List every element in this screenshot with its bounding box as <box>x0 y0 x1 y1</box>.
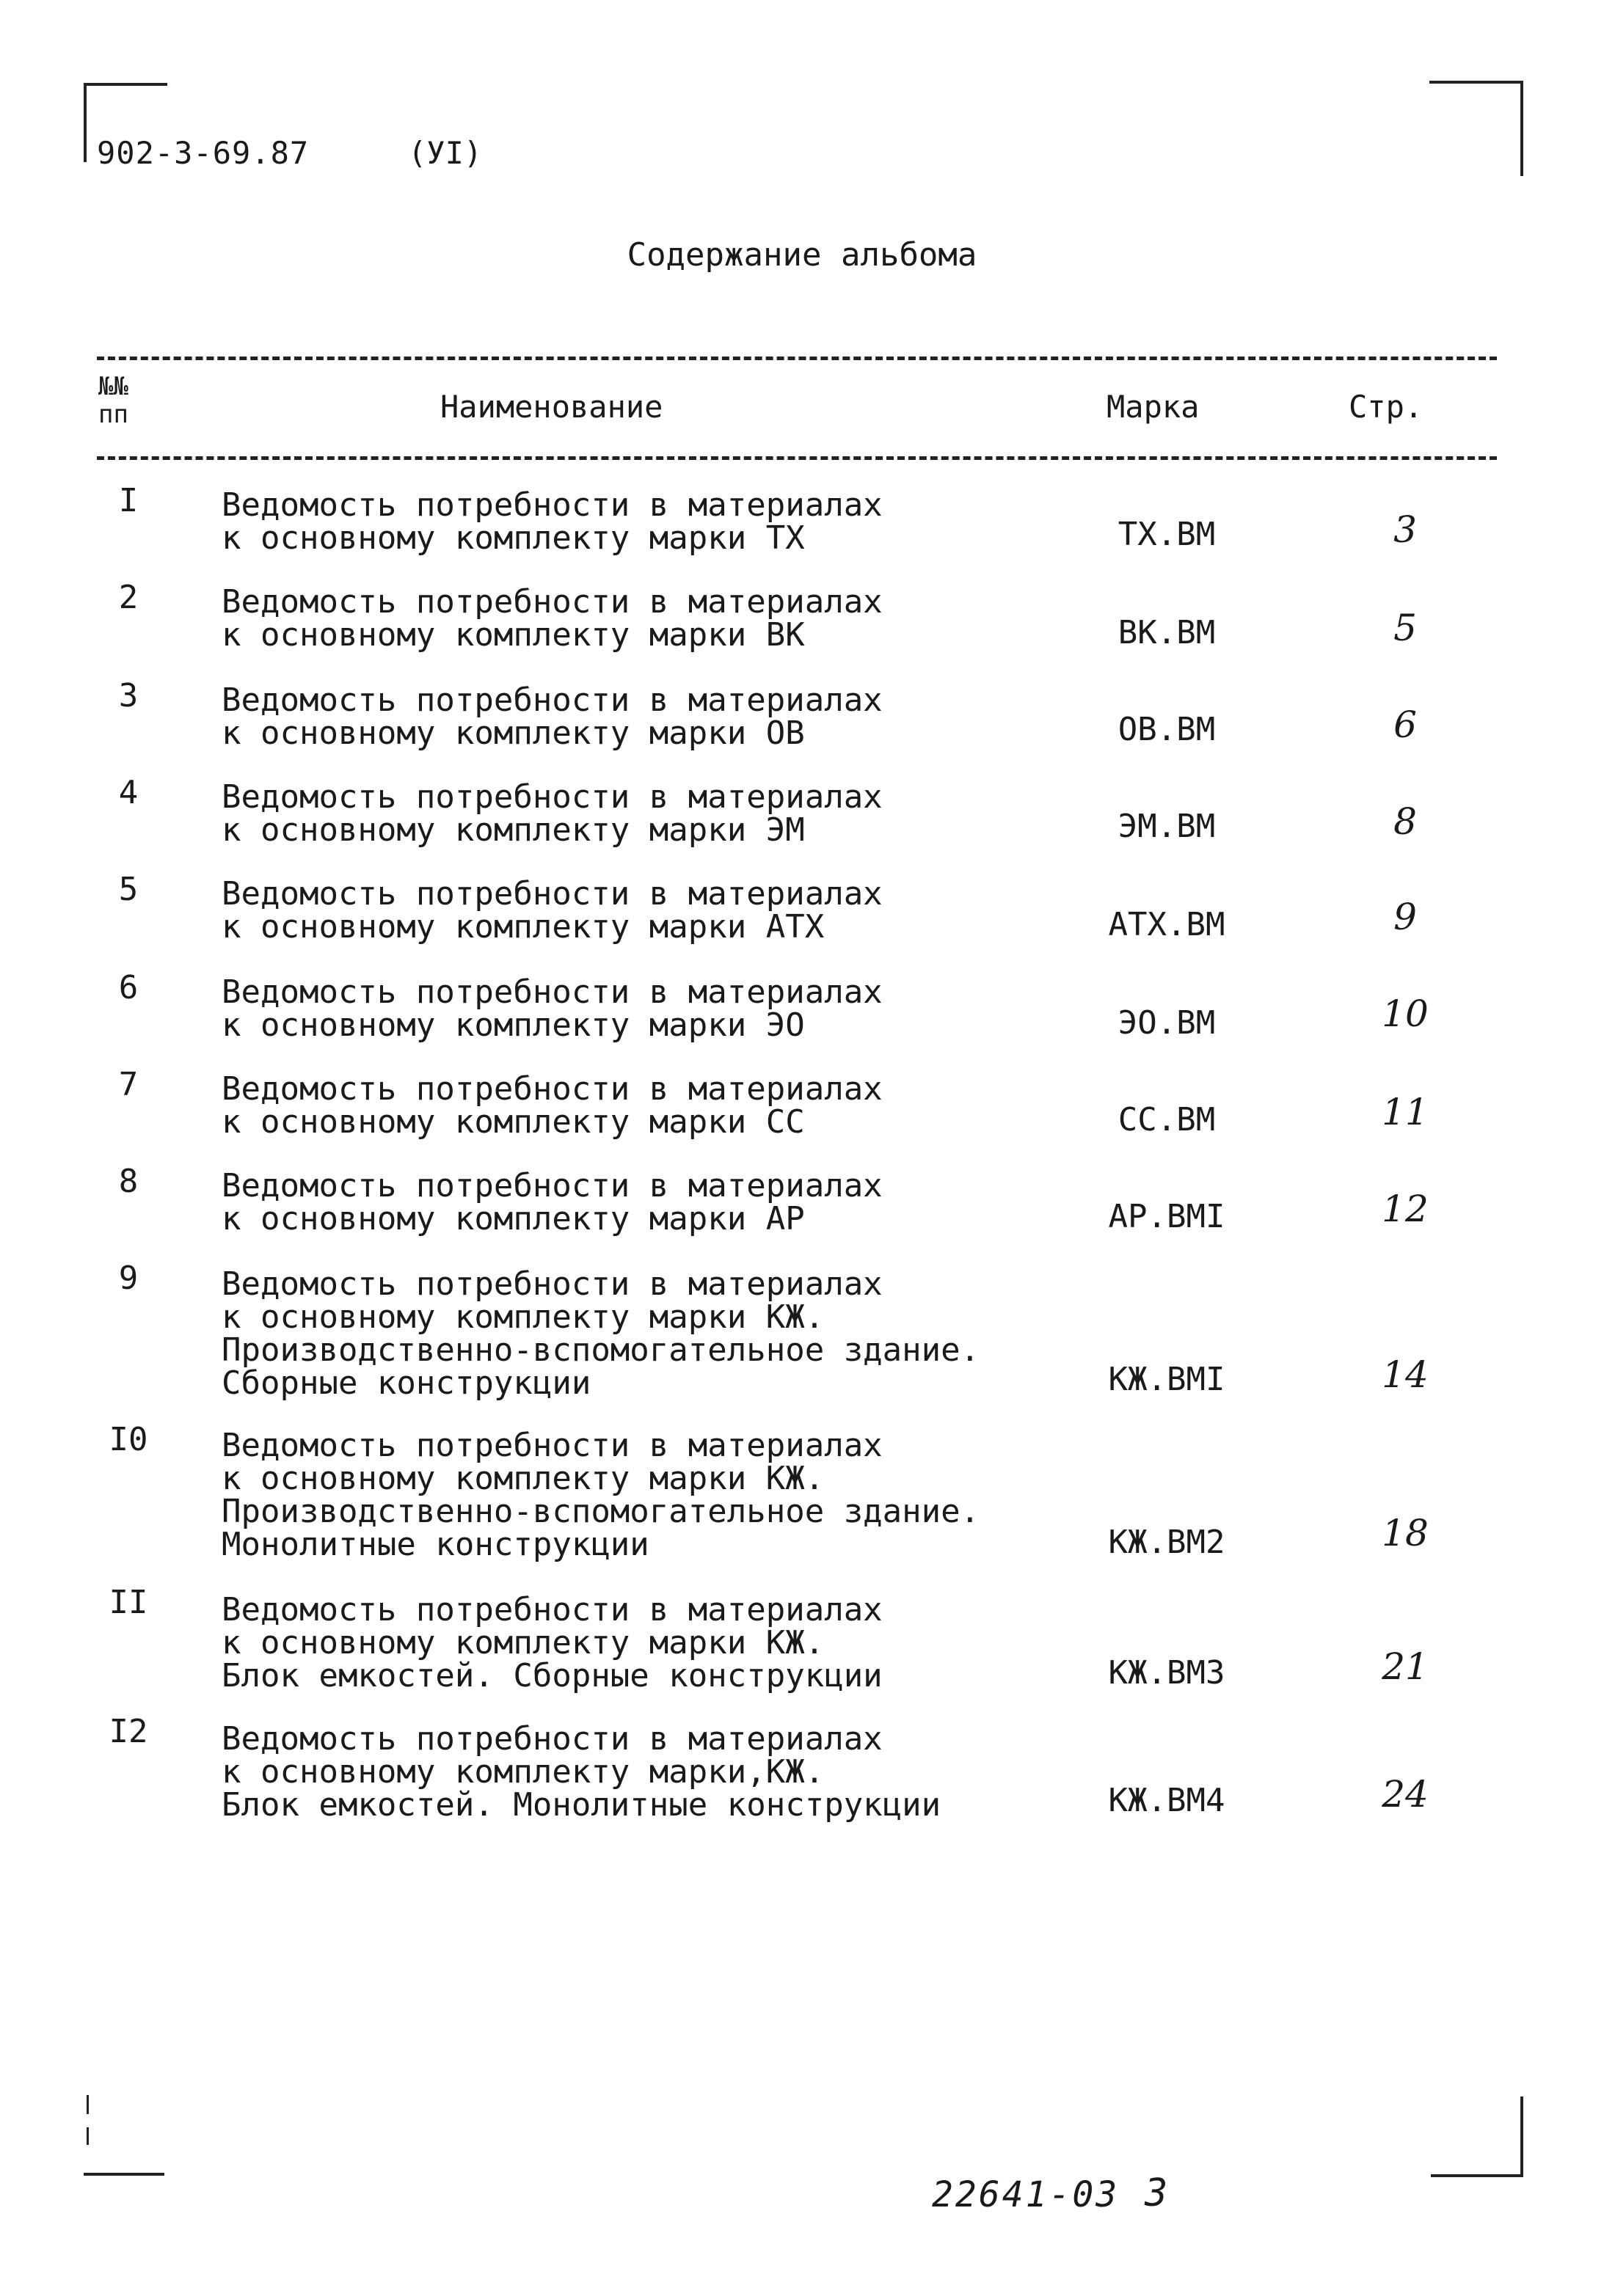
row-page: 18 <box>1382 1512 1429 1554</box>
row-name: Ведомость потребности в материалах к основному комплекту марки,КЖ. Блок емкостей. Монолитные конструкции <box>222 1720 941 1824</box>
row-mark: АТХ.ВМ <box>1108 906 1225 943</box>
row-name: Ведомость потребности в материалах к основному комплекту марки ТХ <box>222 486 883 557</box>
row-mark: ЭО.ВМ <box>1118 1004 1216 1042</box>
page-title: Содержание альбома <box>627 236 977 274</box>
row-number: 4 <box>118 774 139 811</box>
row-name: Ведомость потребности в материалах к основному комплекту марки СС <box>222 1070 883 1141</box>
row-mark: ЭМ.ВМ <box>1118 808 1216 845</box>
row-number: 2 <box>118 579 139 616</box>
row-page: 12 <box>1382 1188 1429 1230</box>
row-number: I2 <box>109 1713 148 1750</box>
row-page: 5 <box>1393 607 1417 649</box>
row-page: 21 <box>1382 1645 1429 1688</box>
row-number: II <box>109 1584 148 1621</box>
row-page: 24 <box>1382 1773 1429 1816</box>
row-mark: СС.ВМ <box>1118 1101 1216 1138</box>
page-number: 3 <box>1145 2171 1168 2215</box>
row-page: 9 <box>1393 896 1417 938</box>
document-code: 902-3-69.87 <box>97 135 310 171</box>
row-name: Ведомость потребности в материалах к основному комплекту марки ЭО <box>222 973 883 1044</box>
row-mark: КЖ.ВМ4 <box>1108 1782 1225 1819</box>
row-mark: ОВ.ВМ <box>1118 711 1216 748</box>
corner-mark-top-right <box>1429 81 1523 176</box>
row-name: Ведомость потребности в материалах к основному комплекту марки ОВ <box>222 681 883 752</box>
row-mark: КЖ.ВМ3 <box>1108 1654 1225 1692</box>
row-mark: КЖ.ВМI <box>1108 1361 1225 1398</box>
row-page: 14 <box>1382 1353 1429 1396</box>
row-number: 7 <box>118 1066 139 1103</box>
row-number: 6 <box>118 969 139 1006</box>
row-name: Ведомость потребности в материалах к основному комплекту марки КЖ. Производственно-вспомогательное здание. Сборные конструкции <box>222 1265 980 1402</box>
row-name: Ведомость потребности в материалах к основному комплекту марки ВК <box>222 583 883 654</box>
row-mark: АР.ВМI <box>1108 1198 1225 1235</box>
corner-mark-bottom-left <box>84 2173 164 2176</box>
row-page: 8 <box>1393 800 1417 843</box>
row-number: 8 <box>118 1163 139 1200</box>
document-number: 22641-03 <box>932 2174 1120 2215</box>
table-top-rule <box>97 357 1497 360</box>
row-number: 3 <box>118 677 139 714</box>
column-header-page: Стр. <box>1349 389 1423 425</box>
row-number: 9 <box>118 1259 139 1297</box>
row-number: I0 <box>109 1421 148 1458</box>
table-header-rule <box>97 456 1497 460</box>
row-name: Ведомость потребности в материалах к основному комплекту марки АР <box>222 1167 883 1237</box>
column-header-name: Наименование <box>440 389 663 425</box>
row-mark: ВК.ВМ <box>1118 614 1216 651</box>
document-variant: (УI) <box>408 135 483 171</box>
row-name: Ведомость потребности в материалах к основному комплекту марки АТХ <box>222 875 883 946</box>
row-page: 11 <box>1382 1091 1429 1133</box>
row-mark: ТХ.ВМ <box>1118 516 1216 553</box>
row-number: 5 <box>118 871 139 908</box>
row-page: 10 <box>1382 992 1429 1035</box>
row-page: 3 <box>1393 508 1417 551</box>
column-header-number: №№ пп <box>98 372 128 429</box>
row-number: I <box>118 482 139 519</box>
row-page: 6 <box>1393 703 1417 746</box>
binding-tick <box>87 2095 89 2114</box>
row-name: Ведомость потребности в материалах к основному комплекту марки КЖ. Блок емкостей. Сборные конструкции <box>222 1591 883 1694</box>
column-header-mark: Марка <box>1107 389 1200 425</box>
corner-mark-bottom-right <box>1431 2096 1523 2177</box>
binding-tick <box>87 2127 89 2145</box>
row-name: Ведомость потребности в материалах к основному комплекту марки КЖ. Производственно-вспомогательное здание. Монолитные конструкции <box>222 1427 980 1563</box>
row-mark: КЖ.ВМ2 <box>1108 1524 1225 1561</box>
row-name: Ведомость потребности в материалах к основному комплекту марки ЭМ <box>222 778 883 849</box>
